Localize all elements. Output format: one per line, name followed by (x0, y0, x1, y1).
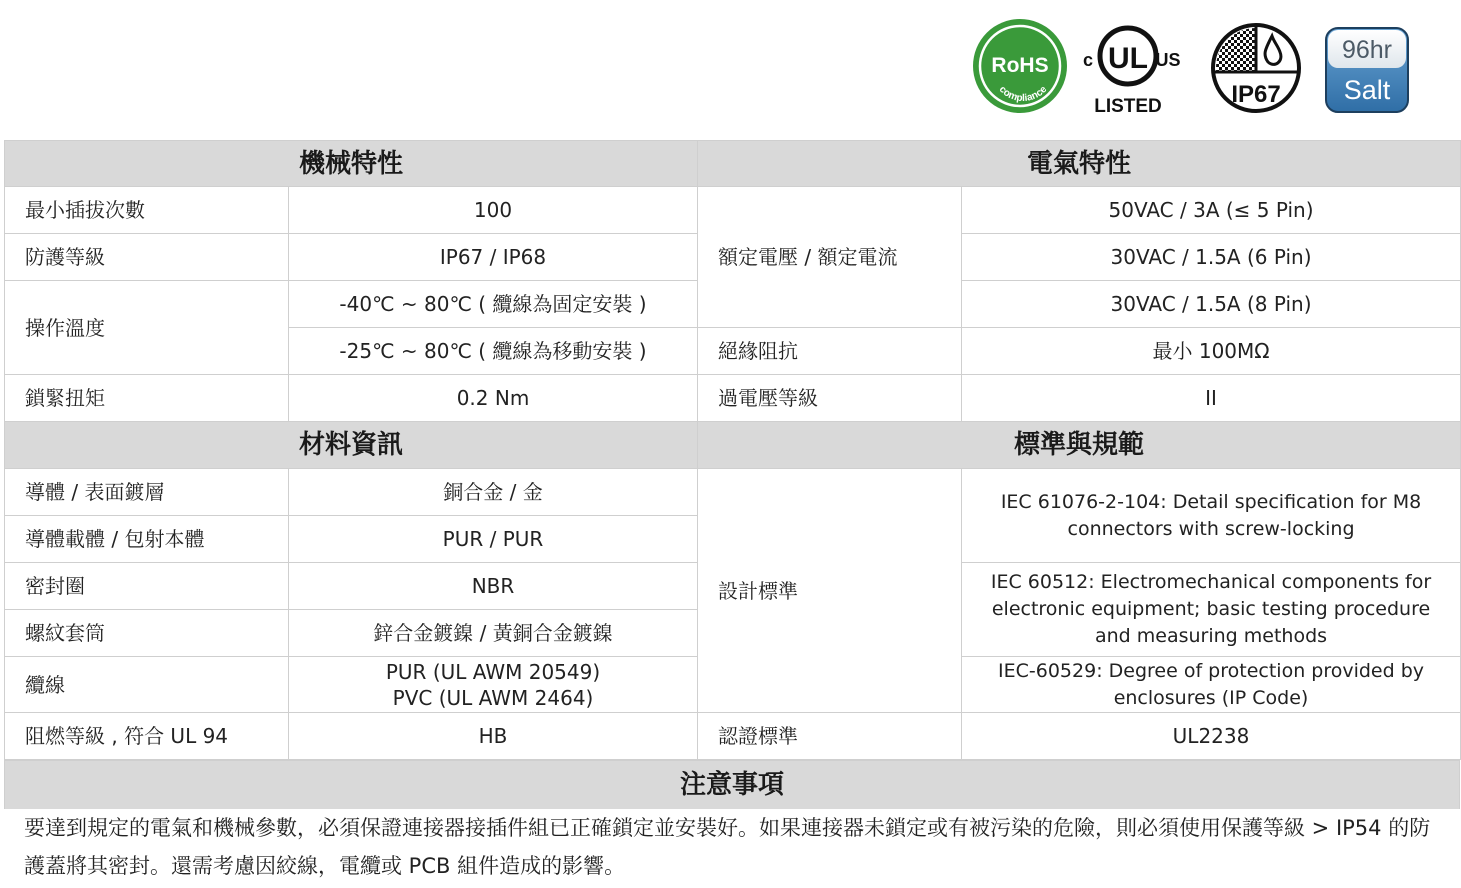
cable-type-1: PUR (UL AWM 20549) (385, 659, 601, 684)
spec-label: 導體 / 表面鍍層 (5, 469, 289, 516)
ul-right-mark: US (1155, 50, 1181, 70)
table-row (5, 187, 1461, 234)
spec-label: 絕緣阻抗 (698, 328, 962, 375)
ip67-logo (1210, 22, 1302, 114)
rohs-subtitle: compliance (996, 84, 1050, 105)
spec-label: 設計標準 (698, 469, 962, 713)
spec-label: 額定電壓 / 額定電流 (698, 187, 962, 328)
spec-label: 阻燃等級 , 符合 UL 94 (5, 713, 289, 760)
spec-label: 防護等級 (5, 234, 289, 281)
salt-hours-text: 96hr (1341, 36, 1393, 64)
spec-label: 認證標準 (698, 713, 962, 760)
spec-value: 最小 100MΩ (962, 328, 1461, 375)
spec-label: 過電壓等級 (698, 375, 962, 422)
salt-label-text: Salt (1343, 75, 1391, 105)
spec-label: 密封圈 (5, 563, 289, 610)
spec-label: 最小插拔次數 (5, 187, 289, 234)
spec-value: NBR (289, 563, 698, 610)
section-header-row (5, 422, 1461, 469)
spec-value: 30VAC / 1.5A (8 Pin) (962, 281, 1461, 328)
notes-title: 注意事項 (4, 760, 1460, 809)
spec-label: 纜線 (5, 657, 289, 713)
spec-value (289, 657, 698, 713)
spec-label: 螺紋套筒 (5, 610, 289, 657)
spec-value: IP67 / IP68 (289, 234, 698, 281)
section-header-row (5, 141, 1461, 187)
spec-value: 銅合金 / 金 (289, 469, 698, 516)
ul-left-mark: c (1082, 50, 1094, 70)
mechanical-section-title: 機械特性 (5, 141, 698, 187)
electrical-section-title: 電氣特性 (698, 141, 1461, 187)
rohs-logo (972, 18, 1068, 114)
standard-item: IEC-60529: Degree of protection provided by enclosures (IP Code) (962, 657, 1461, 713)
salt-spray-logo (1324, 26, 1410, 114)
spec-value: 30VAC / 1.5A (6 Pin) (962, 234, 1461, 281)
spec-value: PUR / PUR (289, 516, 698, 563)
spec-value: UL2238 (962, 713, 1461, 760)
notes-section (4, 760, 1460, 885)
spec-value: 0.2 Nm (289, 375, 698, 422)
cable-type-2: PVC (UL AWM 2464) (392, 685, 594, 710)
certification-logos (970, 16, 1420, 120)
spec-value: 100 (289, 187, 698, 234)
material-section-title: 材料資訊 (5, 422, 698, 469)
spec-value: 鋅合金鍍鎳 / 黃銅合金鍍鎳 (289, 610, 698, 657)
standard-item: IEC 60512: Electromechanical components for electronic equipment; basic testing procedure and measuring methods (962, 563, 1461, 657)
spec-label: 操作溫度 (5, 281, 289, 375)
spec-label: 導體載體 / 包射本體 (5, 516, 289, 563)
table-row (5, 469, 1461, 516)
ip-rating-text: IP67 (1231, 81, 1281, 108)
spec-value: -25℃ ~ 80℃ ( 纜線為移動安裝 ) (289, 328, 698, 375)
spec-label: 鎖緊扭矩 (5, 375, 289, 422)
standards-section-title: 標準與規範 (698, 422, 1461, 469)
ul-listed-text: LISTED (1094, 96, 1162, 117)
table-row (5, 713, 1461, 760)
standard-item: IEC 61076-2-104: Detail specification for M8 connectors with screw-locking (962, 469, 1461, 563)
ul-listed-logo (1082, 22, 1181, 118)
spec-value: -40℃ ~ 80℃ ( 纜線為固定安裝 ) (289, 281, 698, 328)
ul-mark: UL (1108, 42, 1148, 75)
rohs-title: RoHS (991, 54, 1049, 77)
spec-value: 50VAC / 3A (≤ 5 Pin) (962, 187, 1461, 234)
spec-value: HB (289, 713, 698, 760)
notes-text: 要達到規定的電氣和機械參數，必須保證連接器接插件組已正確鎖定並安裝好。如果連接器未鎖定或有被污染的危險，則必須使用保護等級 > IP54 的防護蓋將其密封。還需考慮因絞線，電纜或 PCB 組件造成的影響。 (24, 816, 1431, 878)
table-row (5, 375, 1461, 422)
spec-table (4, 140, 1461, 760)
spec-value: II (962, 375, 1461, 422)
